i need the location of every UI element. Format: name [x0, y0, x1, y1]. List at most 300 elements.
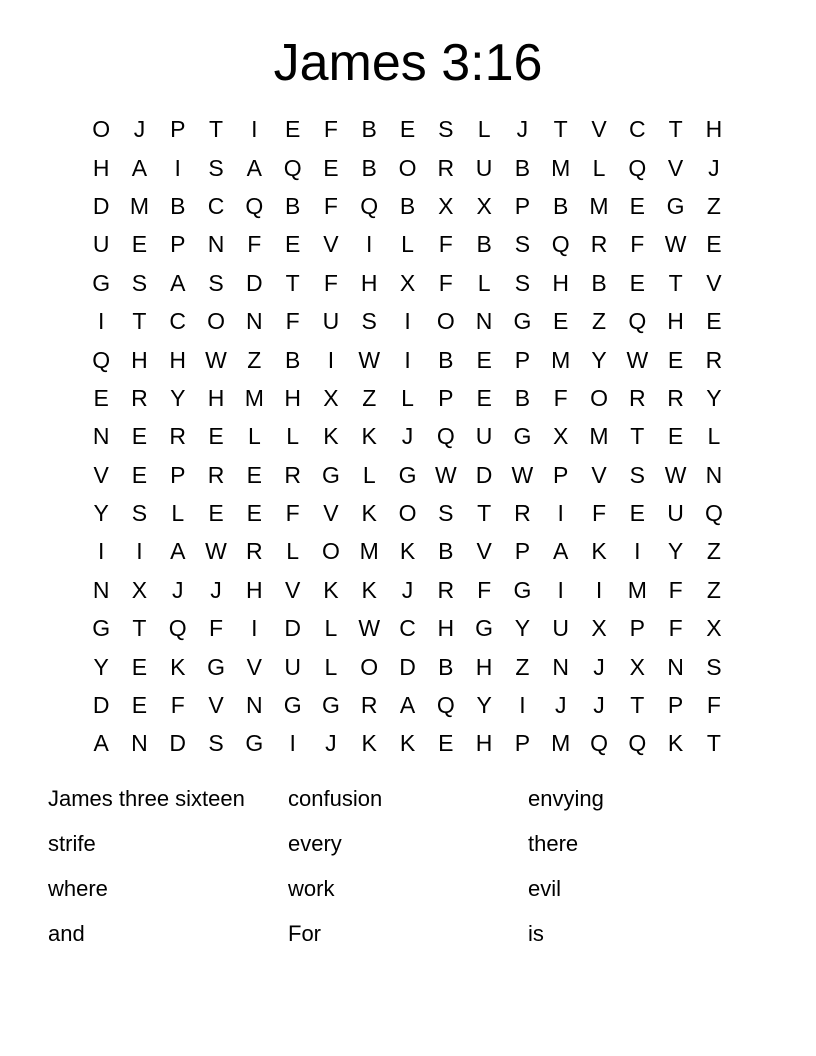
grid-letter: A [553, 538, 569, 565]
grid-letter: T [706, 730, 721, 757]
grid-letter: K [323, 576, 339, 603]
grid-letter: B [438, 653, 454, 680]
grid-letter: N [207, 231, 225, 258]
grid-letter: Y [170, 384, 186, 411]
grid-letter: G [283, 692, 302, 719]
grid-letter: N [475, 308, 493, 335]
grid-letter: I [557, 576, 564, 603]
grid-letter: T [668, 116, 683, 143]
grid-letter: M [627, 576, 647, 603]
grid-letter: Z [247, 346, 262, 373]
grid-letter: S [361, 308, 377, 335]
grid-row [82, 340, 733, 378]
grid-letter: Q [245, 192, 264, 219]
grid-letter: V [591, 116, 607, 143]
grid-letter: W [205, 538, 227, 565]
grid-letter: H [705, 116, 723, 143]
word-row [48, 776, 768, 821]
grid-letter: D [92, 692, 110, 719]
grid-letter: F [553, 384, 568, 411]
grid-letter: X [553, 423, 569, 450]
grid-letter: H [475, 653, 493, 680]
grid-letter: R [667, 384, 684, 411]
grid-letter: Q [551, 231, 570, 258]
grid-letter: I [404, 308, 411, 335]
grid-letter: W [664, 231, 687, 258]
grid-letter: Q [283, 154, 302, 181]
grid-letter: M [129, 192, 150, 219]
grid-letter: L [592, 154, 606, 181]
grid-letter: I [327, 346, 335, 373]
grid-letter: N [131, 730, 148, 757]
grid-letter: P [553, 461, 569, 488]
grid-letter: T [668, 269, 683, 296]
grid-letter: F [285, 308, 300, 335]
grid-letter: L [362, 461, 376, 488]
grid-letter: R [437, 576, 455, 603]
grid-letter: O [398, 500, 417, 527]
grid-letter: L [324, 653, 338, 680]
grid-letter: I [251, 116, 258, 143]
grid-letter: K [667, 730, 684, 757]
grid-letter: H [284, 384, 301, 411]
grid-letter: Y [93, 500, 109, 527]
grid-letter: F [438, 231, 453, 258]
grid-letter: E [246, 500, 262, 527]
grid-letter: H [246, 576, 263, 603]
grid-letter: Z [362, 384, 377, 411]
grid-letter: H [667, 308, 684, 335]
grid-letter: W [664, 461, 687, 488]
grid-letter: S [706, 653, 722, 680]
grid-letter: P [438, 384, 454, 411]
grid-letter: P [514, 730, 531, 757]
word-list-item: work [288, 875, 335, 901]
grid-letter: T [132, 308, 147, 335]
grid-letter: F [438, 269, 453, 296]
grid-letter: I [136, 538, 143, 565]
grid-letter: P [514, 538, 531, 565]
grid-letter: S [208, 154, 224, 181]
grid-letter: M [589, 192, 609, 219]
grid-letter: X [591, 615, 607, 642]
grid-letter: V [208, 692, 224, 719]
grid-letter: M [551, 154, 571, 181]
grid-letter: D [284, 615, 301, 642]
grid-letter: T [553, 116, 568, 143]
grid-letter: V [667, 154, 684, 181]
grid-letter: B [438, 538, 454, 565]
word-list-item: where [48, 875, 108, 901]
grid-letter: H [169, 346, 187, 373]
grid-letter: T [209, 116, 224, 143]
grid-letter: U [667, 500, 684, 527]
grid-letter: N [246, 692, 263, 719]
grid-letter: O [398, 154, 417, 181]
grid-letter: R [131, 384, 148, 411]
grid-letter: Z [706, 538, 721, 565]
grid-letter: V [284, 576, 301, 603]
grid-letter: J [554, 692, 567, 719]
grid-letter: O [590, 384, 608, 411]
grid-letter: L [247, 423, 261, 450]
grid-letter: Q [628, 154, 647, 181]
grid-letter: F [668, 615, 683, 642]
grid-letter: D [169, 730, 187, 757]
grid-letter: P [170, 461, 186, 488]
grid-letter: S [208, 269, 224, 296]
grid-letter: E [323, 154, 339, 181]
word-list-item: there [528, 830, 579, 856]
word-list-item: confusion [288, 785, 383, 811]
grid-letter: A [170, 269, 186, 296]
grid-letter: M [551, 346, 571, 373]
grid-letter: C [169, 308, 187, 335]
grid-letter: I [519, 692, 526, 719]
grid-letter: L [707, 423, 721, 450]
grid-letter: E [131, 231, 148, 258]
grid-letter: K [170, 653, 186, 680]
grid-letter: R [360, 692, 378, 719]
grid-letter: U [552, 615, 570, 642]
grid-letter: F [591, 500, 607, 527]
grid-letter: Y [93, 653, 109, 680]
grid-letter: Z [706, 192, 721, 219]
page-title: James 3:16 [273, 34, 543, 92]
grid-letter: E [629, 192, 645, 219]
grid-letter: L [401, 384, 414, 411]
grid-letter: H [92, 154, 110, 181]
grid-letter: G [92, 269, 111, 296]
grid-letter: G [666, 192, 685, 219]
grid-row [82, 264, 733, 302]
grid-letter: G [513, 423, 532, 450]
grid-letter: E [553, 308, 569, 335]
word-list [48, 776, 768, 956]
grid-letter: J [593, 653, 605, 680]
grid-letter: Q [360, 192, 379, 219]
grid-letter: Q [436, 692, 455, 719]
grid-row [82, 686, 733, 724]
grid-letter: Q [628, 730, 647, 757]
grid-letter: W [626, 346, 649, 373]
grid-letter: E [131, 423, 148, 450]
grid-letter: X [706, 615, 722, 642]
grid-letter: K [399, 538, 416, 565]
grid-letter: N [92, 423, 110, 450]
grid-letter: B [399, 192, 416, 219]
grid-letter: Y [476, 692, 492, 719]
grid-letter: S [208, 730, 224, 757]
grid-letter: E [131, 692, 148, 719]
grid-letter: Z [591, 308, 607, 335]
grid-letter: I [174, 154, 181, 181]
grid-letter: Y [514, 615, 531, 642]
word-list-item: James three sixteen [48, 785, 245, 811]
word-list-item: every [288, 830, 342, 856]
grid-letter: T [132, 615, 147, 642]
grid-letter: I [595, 576, 603, 603]
grid-letter: J [516, 116, 529, 143]
grid-row [82, 417, 733, 455]
grid-letter: J [593, 692, 605, 719]
grid-letter: P [170, 231, 186, 258]
grid-letter: D [475, 461, 493, 488]
grid-letter: D [399, 653, 416, 680]
grid-letter: E [706, 231, 722, 258]
grid-letter: D [246, 269, 263, 296]
grid-letter: H [475, 730, 493, 757]
grid-letter: Q [590, 730, 608, 757]
grid-letter: Y [667, 538, 684, 565]
grid-letter: W [434, 461, 457, 488]
grid-letter: I [251, 615, 258, 642]
grid-letter: F [323, 269, 338, 296]
grid-letter: B [514, 384, 531, 411]
word-list-item: For [288, 920, 321, 946]
grid-letter: W [511, 461, 534, 488]
grid-letter: K [399, 730, 416, 757]
letter-grid [82, 110, 733, 763]
grid-letter: E [667, 423, 684, 450]
grid-letter: E [667, 346, 684, 373]
grid-letter: I [634, 538, 641, 565]
grid-letter: Q [628, 308, 647, 335]
grid-letter: X [476, 192, 492, 219]
grid-letter: N [92, 576, 110, 603]
grid-letter: B [514, 154, 531, 181]
grid-letter: J [325, 730, 337, 757]
grid-row [82, 609, 733, 647]
grid-letter: S [514, 269, 531, 296]
grid-letter: R [207, 461, 225, 488]
grid-letter: J [210, 576, 222, 603]
grid-row [82, 571, 733, 609]
grid-letter: R [284, 461, 301, 488]
grid-letter: K [591, 538, 607, 565]
grid-letter: P [170, 116, 186, 143]
grid-letter: S [131, 500, 148, 527]
grid-letter: O [92, 116, 111, 143]
word-list-item: and [48, 920, 85, 946]
grid-letter: K [361, 730, 377, 757]
grid-letter: E [476, 346, 492, 373]
grid-letter: U [284, 653, 301, 680]
grid-letter: B [361, 154, 377, 181]
grid-letter: W [358, 615, 381, 642]
grid-letter: X [323, 384, 339, 411]
grid-letter: U [475, 423, 493, 450]
grid-letter: E [208, 423, 224, 450]
grid-letter: U [475, 154, 493, 181]
grid-letter: E [706, 308, 722, 335]
grid-letter: I [97, 308, 105, 335]
grid-letter: L [286, 538, 300, 565]
word-list-item: strife [48, 830, 96, 856]
grid-letter: G [245, 730, 264, 757]
grid-letter: V [323, 500, 339, 527]
grid-row [82, 225, 733, 263]
word-row [48, 866, 768, 911]
grid-letter: R [437, 154, 455, 181]
grid-letter: P [514, 192, 531, 219]
grid-letter: G [321, 461, 340, 488]
grid-letter: B [361, 116, 377, 143]
grid-letter: G [513, 308, 532, 335]
grid-letter: R [514, 500, 531, 527]
grid-letter: H [360, 269, 378, 296]
grid-letter: L [477, 269, 491, 296]
grid-letter: X [629, 653, 645, 680]
grid-letter: X [438, 192, 454, 219]
grid-letter: F [170, 692, 185, 719]
grid-letter: D [92, 192, 110, 219]
grid-letter: K [361, 500, 377, 527]
word-row [48, 821, 768, 866]
grid-letter: H [131, 346, 148, 373]
grid-letter: H [437, 615, 455, 642]
grid-letter: X [399, 269, 416, 296]
grid-letter: T [630, 692, 645, 719]
grid-letter: L [324, 615, 338, 642]
grid-letter: F [706, 692, 721, 719]
grid-letter: O [321, 538, 340, 565]
grid-letter: F [477, 576, 492, 603]
grid-letter: E [629, 269, 645, 296]
word-list-item: evil [528, 875, 562, 901]
grid-letter: K [361, 423, 377, 450]
grid-letter: V [246, 653, 262, 680]
grid-letter: W [358, 346, 381, 373]
grid-letter: M [359, 538, 379, 565]
grid-letter: J [133, 116, 146, 143]
grid-letter: V [706, 269, 722, 296]
grid-letter: E [438, 730, 454, 757]
grid-letter: Z [706, 576, 721, 603]
grid-letter: E [131, 653, 148, 680]
grid-letter: M [551, 730, 571, 757]
grid-row [82, 494, 733, 532]
grid-letter: V [591, 461, 607, 488]
grid-letter: Q [436, 423, 455, 450]
grid-letter: V [476, 538, 492, 565]
grid-letter: V [93, 461, 109, 488]
grid-letter: F [285, 500, 300, 527]
grid-row [82, 187, 733, 225]
grid-letter: R [705, 346, 723, 373]
grid-letter: E [246, 461, 262, 488]
grid-letter: T [630, 423, 645, 450]
grid-letter: L [286, 423, 300, 450]
grid-letter: J [708, 154, 720, 181]
grid-row [82, 532, 733, 570]
grid-letter: E [399, 116, 416, 143]
grid-letter: I [97, 538, 105, 565]
grid-letter: L [401, 231, 414, 258]
grid-row [82, 148, 733, 186]
grid-letter: R [246, 538, 263, 565]
grid-letter: B [476, 231, 492, 258]
grid-letter: A [170, 538, 186, 565]
grid-letter: J [401, 576, 414, 603]
grid-letter: F [247, 231, 262, 258]
grid-letter: W [205, 346, 227, 373]
grid-letter: S [438, 500, 454, 527]
grid-letter: R [590, 231, 608, 258]
grid-letter: C [207, 192, 225, 219]
grid-letter: S [514, 231, 531, 258]
grid-letter: C [628, 116, 646, 143]
grid-letter: B [284, 192, 301, 219]
grid-letter: B [553, 192, 569, 219]
grid-letter: E [284, 231, 301, 258]
grid-letter: F [209, 615, 224, 642]
grid-letter: V [323, 231, 339, 258]
grid-letter: J [401, 423, 414, 450]
grid-letter: Z [515, 653, 530, 680]
grid-letter: X [131, 576, 148, 603]
grid-letter: E [476, 384, 492, 411]
grid-letter: G [207, 653, 225, 680]
grid-letter: F [323, 116, 338, 143]
grid-letter: B [170, 192, 186, 219]
grid-row [82, 302, 733, 340]
grid-letter: G [398, 461, 417, 488]
grid-letter: M [589, 423, 609, 450]
grid-letter: P [514, 346, 531, 373]
grid-letter: R [169, 423, 187, 450]
grid-letter: K [361, 576, 377, 603]
grid-letter: H [207, 384, 225, 411]
grid-letter: Y [706, 384, 722, 411]
grid-row [82, 110, 733, 148]
grid-letter: G [92, 615, 111, 642]
grid-letter: U [92, 231, 110, 258]
grid-letter: U [322, 308, 340, 335]
grid-letter: F [630, 231, 645, 258]
grid-letter: Q [168, 615, 187, 642]
grid-letter: B [284, 346, 301, 373]
word-row [48, 911, 768, 956]
grid-letter: G [513, 576, 532, 603]
grid-letter: E [629, 500, 645, 527]
grid-letter: C [399, 615, 416, 642]
grid-letter: I [289, 730, 296, 757]
grid-letter: I [404, 346, 411, 373]
grid-letter: F [668, 576, 683, 603]
grid-letter: M [244, 384, 264, 411]
grid-letter: K [323, 423, 339, 450]
grid-row [82, 379, 733, 417]
grid-letter: L [477, 116, 491, 143]
grid-letter: S [438, 116, 454, 143]
word-list-item: is [528, 920, 544, 946]
grid-letter: Q [704, 500, 723, 527]
grid-letter: E [208, 500, 224, 527]
grid-letter: E [284, 116, 301, 143]
grid-letter: R [628, 384, 646, 411]
grid-letter: T [285, 269, 300, 296]
grid-letter: P [667, 692, 684, 719]
grid-letter: N [552, 653, 570, 680]
grid-letter: B [438, 346, 454, 373]
grid-letter: J [171, 576, 184, 603]
grid-letter: F [323, 192, 338, 219]
grid-letter: P [629, 615, 645, 642]
grid-row [82, 724, 733, 762]
grid-letter: Y [591, 346, 607, 373]
grid-row [82, 456, 733, 494]
